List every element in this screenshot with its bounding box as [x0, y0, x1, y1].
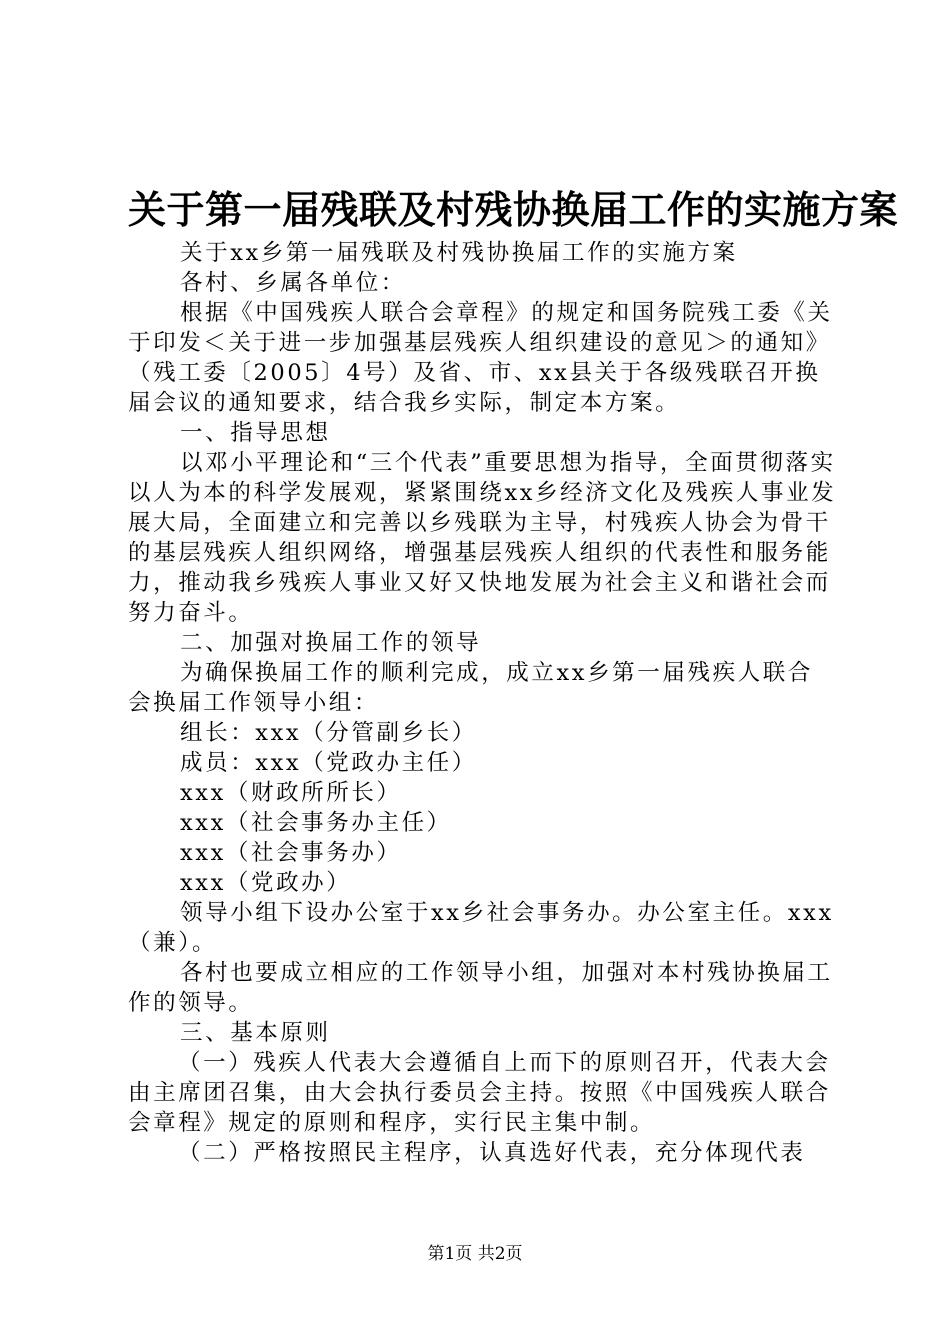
document-title: 关于第一届残联及村残协换届工作的实施方案	[128, 188, 899, 232]
section-heading-1: 一、指导思想	[180, 420, 331, 446]
section-heading-3: 三、基本原则	[180, 1020, 331, 1046]
member-line: xxx（社会事务办主任）	[180, 810, 452, 836]
intro-paragraph: 根据《中国残疾人联合会章程》的规定和国务院残工委《关于印发＜关于进一步加强基层残疾人组织建设的意见＞的通知》（残工委〔2005〕4号）及省、市、xx县关于各级残联召开换届会议的通知要求，结合我乡实际，制定本方案。	[128, 300, 833, 416]
member-line: xxx（财政所所长）	[180, 780, 402, 806]
section-heading-2: 二、加强对换届工作的领导	[180, 630, 482, 656]
office-paragraph: 领导小组下设办公室于xx乡社会事务办。办公室主任。xxx（兼）。	[128, 900, 834, 956]
addressee-paragraph: 各村、乡属各单位：	[180, 270, 406, 296]
subtitle-paragraph: 关于xx乡第一届残联及村残协换届工作的实施方案	[180, 240, 738, 266]
leadership-paragraph: 为确保换届工作的顺利完成，成立xx乡第一届残疾人联合会换届工作领导小组：	[128, 660, 813, 716]
member-line: 组长：xxx（分管副乡长）	[180, 720, 477, 746]
principle-paragraph: （一）残疾人代表大会遵循自上而下的原则召开，代表大会由主席团召集，由大会执行委员会主持。按照《中国残疾人联合会章程》规定的原则和程序，实行民主集中制。	[128, 1050, 831, 1136]
page-footer: 第1页 共2页	[427, 1244, 523, 1264]
member-line: xxx（社会事务办）	[180, 840, 402, 866]
principle-paragraph: （二）严格按照民主程序，认真选好代表，充分体现代表	[178, 1140, 806, 1166]
guiding-thought-paragraph: 以邓小平理论和“三个代表”重要思想为指导，全面贯彻落实以人为本的科学发展观，紧紧围绕xx乡经济文化及残疾人事业发展大局，全面建立和完善以乡残联为主导，村残疾人协会为骨干的基层残疾人组织网络，增强基层残疾人组织的代表性和服务能力，推动我乡残疾人事业又好又快地发展为社会主义和谐社会而努力奋斗。	[128, 450, 837, 626]
document-body	[128, 238, 838, 1168]
member-line: xxx（党政办）	[180, 870, 352, 896]
village-group-paragraph: 各村也要成立相应的工作领导小组，加强对本村残协换届工作的领导。	[128, 960, 833, 1016]
member-line: 成员：xxx（党政办主任）	[180, 750, 477, 776]
